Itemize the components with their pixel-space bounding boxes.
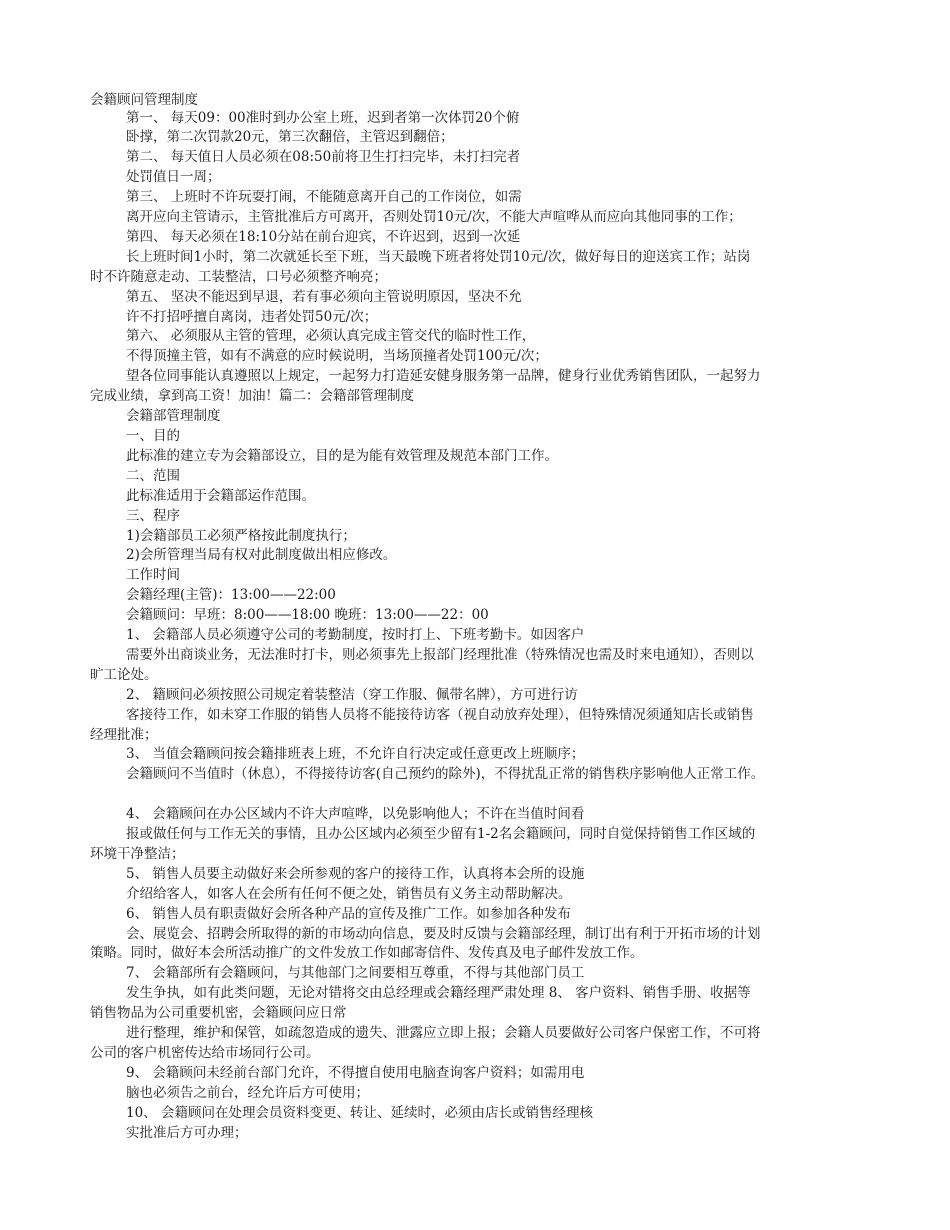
text-line: 环境干净整洁； bbox=[90, 846, 185, 862]
text-line: 进行整理，维护和保管，如疏忽造成的遗失、泄露应立即上报；会籍人员要做好公司客户保密工作，不可将 bbox=[126, 1025, 761, 1041]
text-line: 发生争执，如有此类问题，无论对错将交由总经理或会籍经理严肃处理 8、 客户资料、销售手册、收据等 bbox=[126, 985, 751, 1001]
text-line: 9、 会籍顾问未经前台部门允许，不得擅自使用电脑查询客户资料；如需用电 bbox=[126, 1065, 585, 1081]
text-line: 7、 会籍部所有会籍顾问，与其他部门之间要相互尊重，不得与其他部门员工 bbox=[126, 965, 585, 981]
text-line: 此标准适用于会籍部运作范围。 bbox=[126, 488, 315, 504]
text-line: 4、 会籍顾问在办公区域内不许大声喧哗，以免影响他人；不许在当值时间看 bbox=[126, 806, 585, 822]
text-line: 许不打招呼擅自离岗，违者处罚50元/次； bbox=[126, 309, 378, 325]
text-line: 2)会所管理当局有权对此制度做出相应修改。 bbox=[126, 547, 397, 563]
text-line: 脑也必须告之前台，经允许后方可使用； bbox=[126, 1085, 369, 1101]
text-line: 公司的客户机密传达给市场同行公司。 bbox=[90, 1045, 320, 1061]
text-line: 会籍顾问管理制度 bbox=[90, 92, 198, 108]
text-line: 二、范围 bbox=[126, 468, 180, 484]
text-line: 介绍给客人，如客人在会所有任何不便之处，销售员有义务主动帮助解决。 bbox=[126, 886, 572, 902]
text-line: 处罚值日一周； bbox=[126, 169, 221, 185]
text-line: 第三、 上班时不许玩耍打闹，不能随意离开自己的工作岗位，如需 bbox=[126, 189, 522, 205]
text-line: 望各位同事能认真遵照以上规定，一起努力打造延安健身服务第一品牌，健身行业优秀销售团队，一起努力 bbox=[126, 368, 761, 384]
text-line: 完成业绩，拿到高工资！加油！篇二：会籍部管理制度 bbox=[90, 388, 414, 404]
text-line: 第六、 必须服从主管的管理，必须认真完成主管交代的临时性工作， bbox=[126, 328, 536, 344]
text-line: 一、目的 bbox=[126, 428, 180, 444]
text-line: 第一、 每天09：00准时到办公室上班，迟到者第一次体罚20个俯 bbox=[126, 110, 520, 126]
text-line: 旷工论处。 bbox=[90, 667, 158, 683]
text-line: 卧撑，第二次罚款20元，第三次翻倍，主管迟到翻倍； bbox=[126, 129, 454, 145]
text-line: 会籍顾问：早班：8:00——18:00 晚班：13:00——22：00 bbox=[126, 607, 489, 623]
text-line: 6、 销售人员有职责做好会所各种产品的宣传及推广工作。如参加各种发布 bbox=[126, 906, 571, 922]
text-line: 会籍顾问不当值时（休息），不得接待访客(自己预约的除外)，不得扰乱正常的销售秩序影响他人正常工作。 bbox=[126, 766, 765, 782]
text-line: 此标准的建立专为会籍部设立，目的是为能有效管理及规范本部门工作。 bbox=[126, 448, 558, 464]
text-line: 第四、 每天必须在18:10分站在前台迎宾，不许迟到，迟到一次延 bbox=[126, 229, 521, 245]
text-line: 离开应向主管请示，主管批准后方可离开，否则处罚10元/次，不能大声喧哗从而应向其他同事的工作； bbox=[126, 209, 742, 225]
text-line: 第二、 每天值日人员必须在08:50前将卫生打扫完毕，未打扫完者 bbox=[126, 149, 521, 165]
text-line: 1、 会籍部人员必须遵守公司的考勤制度，按时打上、下班考勤卡。如因客户 bbox=[126, 627, 585, 643]
text-line: 实批准后方可办理； bbox=[126, 1125, 248, 1141]
text-line: 销售物品为公司重要机密，会籍顾问应日常 bbox=[90, 1005, 347, 1021]
text-line: 3、 当值会籍顾问按会籍排班表上班，不允许自行决定或任意更改上班顺序； bbox=[126, 746, 585, 762]
text-line: 客接待工作，如未穿工作服的销售人员将不能接待访客（视自动放弃处理），但特殊情况须通知店长或销售 bbox=[126, 707, 754, 723]
text-line: 工作时间 bbox=[126, 567, 180, 583]
text-line: 策略。同时，做好本会所活动推广的文件发放工作如邮寄信件、发传真及电子邮件发放工作。 bbox=[90, 945, 644, 961]
text-line: 第五、 坚决不能迟到早退，若有事必须向主管说明原因，坚决不允 bbox=[126, 289, 522, 305]
text-line: 需要外出商谈业务，无法准时打卡，则必须事先上报部门经理批准（特殊情况也需及时来电通知），否则以 bbox=[126, 647, 754, 663]
text-line: 不得顶撞主管，如有不满意的应时候说明，当场顶撞者处罚100元/次； bbox=[126, 348, 548, 364]
text-line: 长上班时间1小时，第二次就延长至下班，当天最晚下班者将处罚10元/次，做好每日的迎送宾工作；站岗 bbox=[126, 249, 751, 265]
text-line: 会、展览会、招聘会所取得的新的市场动向信息，要及时反馈与会籍部经理，制订出有利于开拓市场的计划 bbox=[126, 926, 761, 942]
text-line: 报或做任何与工作无关的事情，且办公区域内必须至少留有1-2名会籍顾问，同时自觉保持销售工作区域的 bbox=[126, 826, 756, 842]
text-line: 2、 籍顾问必须按照公司规定着装整洁（穿工作服、佩带名牌），方可进行访 bbox=[126, 687, 578, 703]
text-line: 1)会籍部员工必须严格按此制度执行； bbox=[126, 528, 356, 544]
text-line: 时不许随意走动、工装整洁，口号必须整齐响亮； bbox=[90, 269, 387, 285]
text-line: 会籍部管理制度 bbox=[126, 408, 221, 424]
text-line: 10、 会籍顾问在处理会员资料变更、转让、延续时，必须由店长或销售经理核 bbox=[126, 1105, 593, 1121]
text-line: 会籍经理(主管)：13:00——22:00 bbox=[126, 587, 336, 603]
text-line: 5、 销售人员要主动做好来会所参观的客户的接待工作，认真将本会所的设施 bbox=[126, 866, 585, 882]
text-line: 经理批准； bbox=[90, 727, 158, 743]
text-line: 三、程序 bbox=[126, 508, 180, 524]
